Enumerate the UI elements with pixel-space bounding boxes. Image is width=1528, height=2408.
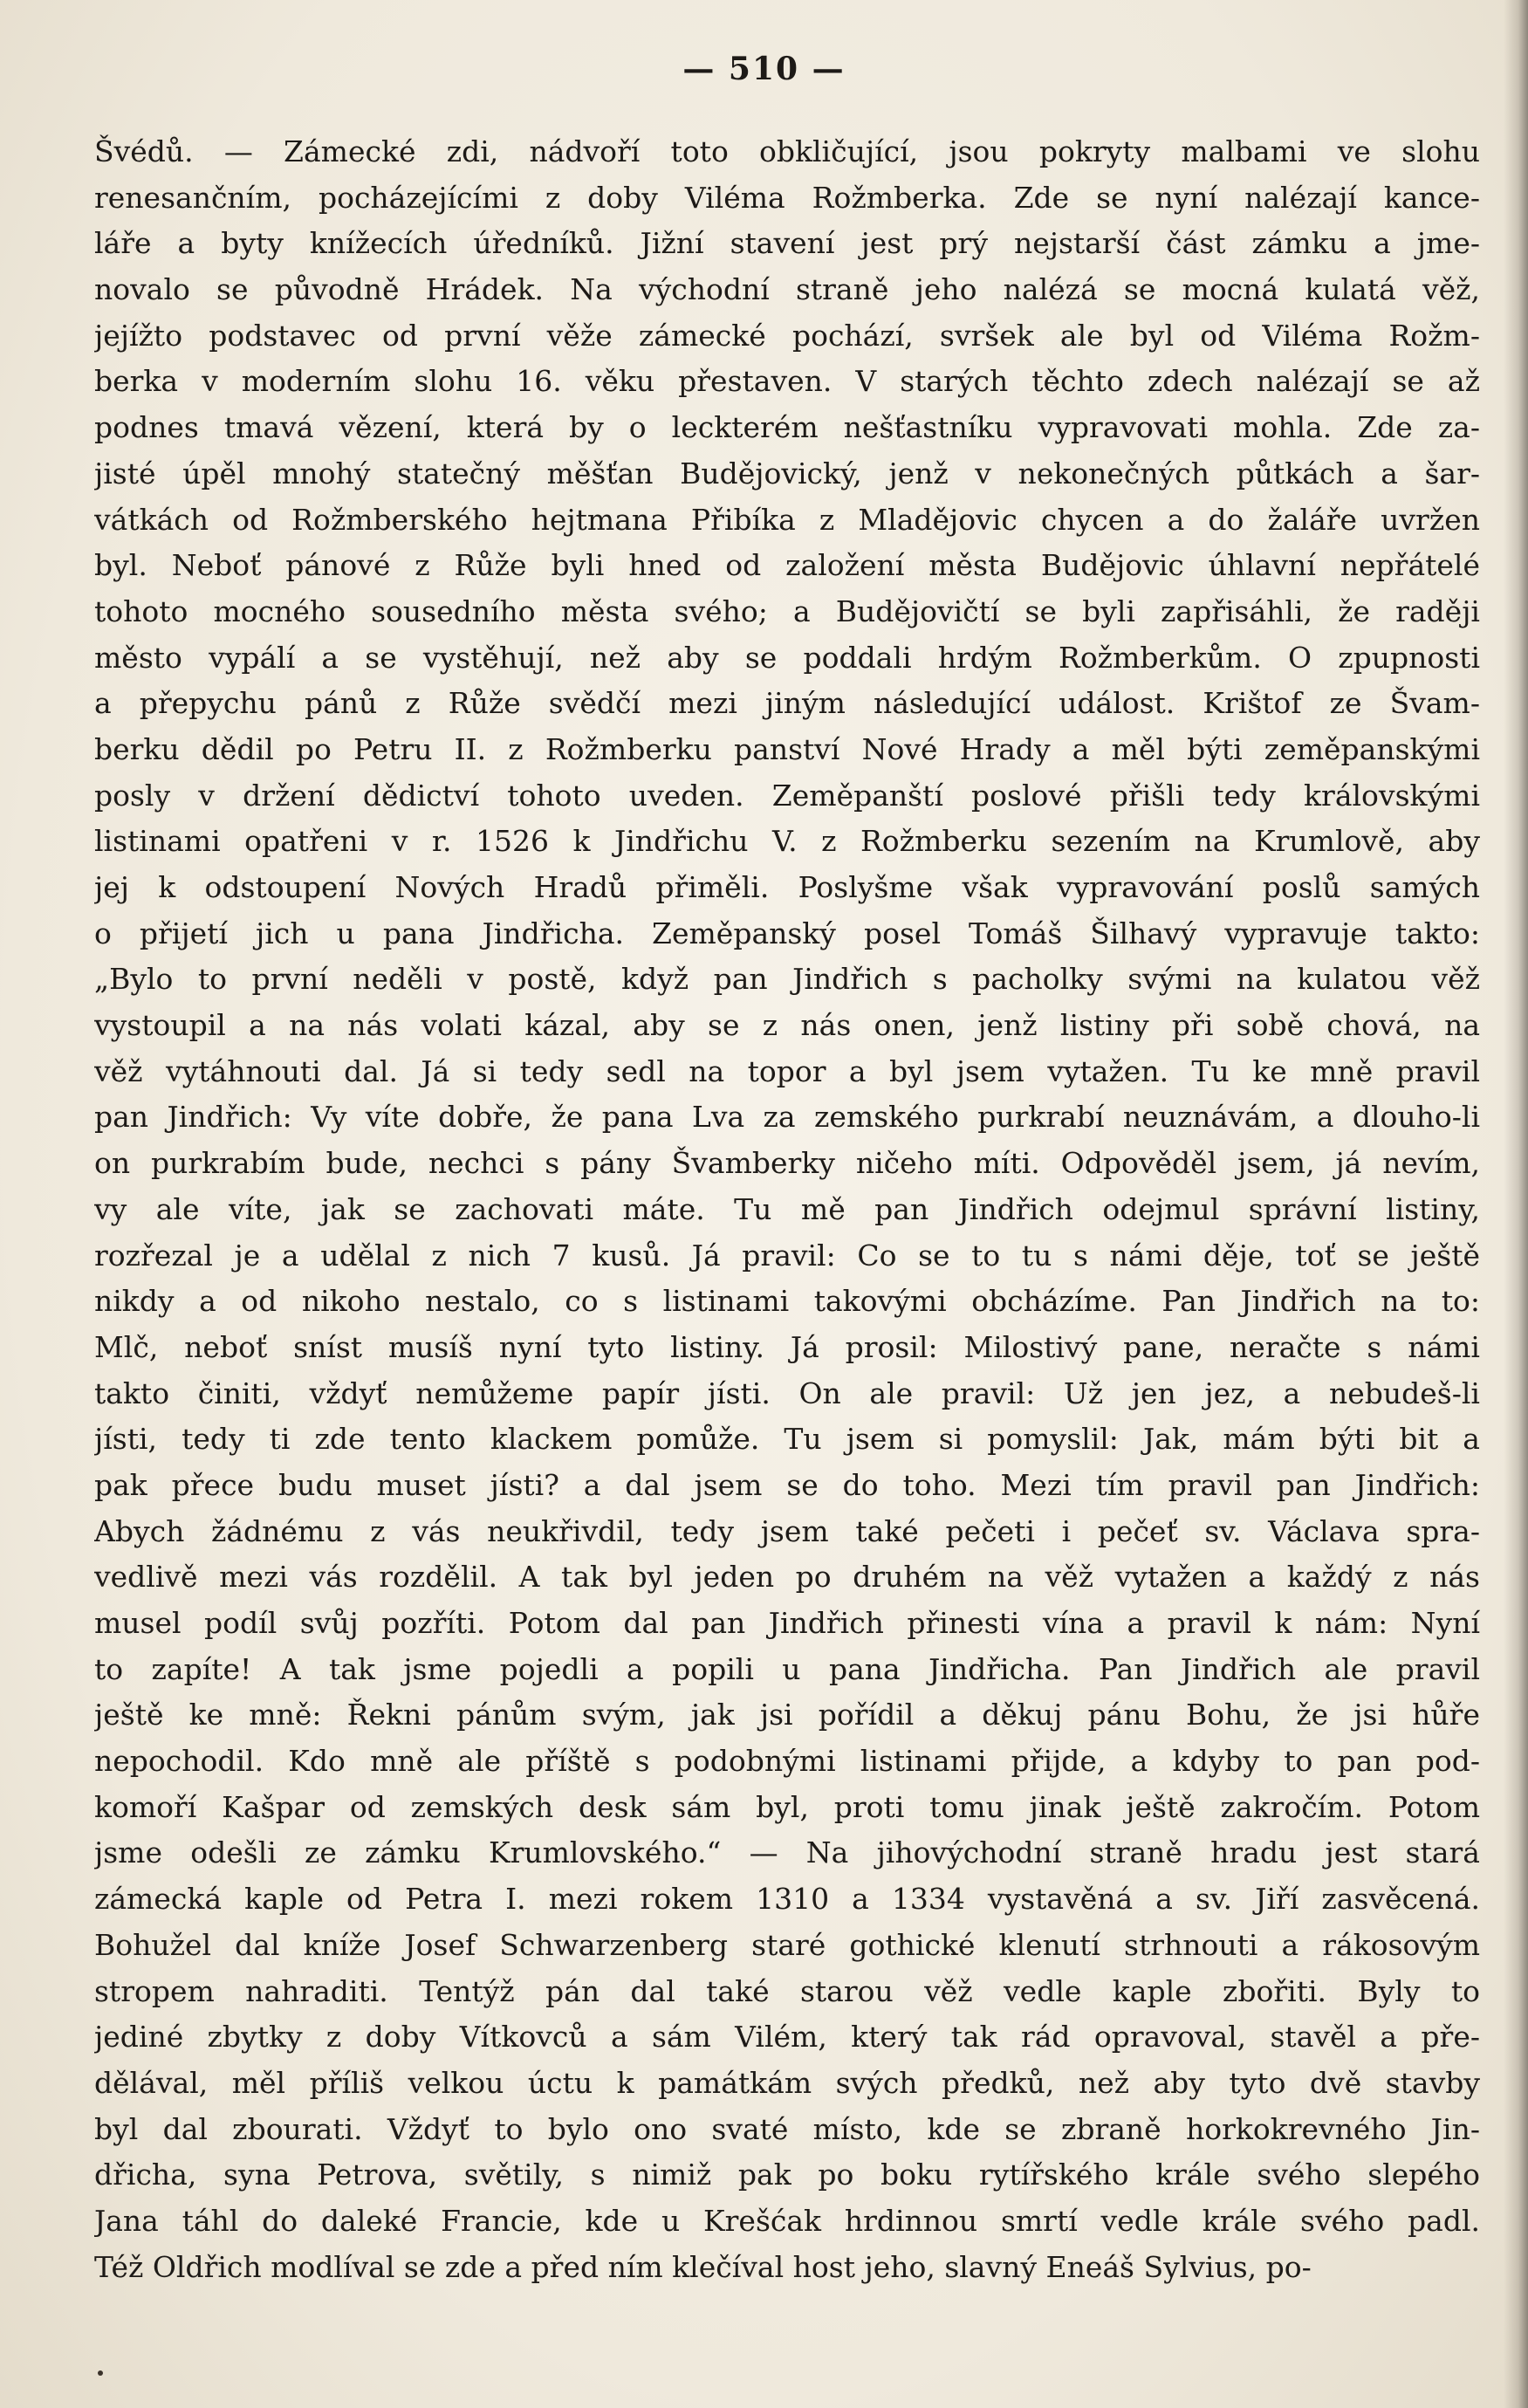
text-line: byl. Neboť pánové z Růže byli hned od založení města Budějovic úhlavní nepřátelé	[94, 548, 1480, 583]
text-line: Abych žádnému z vás neukřivdil, tedy jsem také pečeti i pečeť sv. Václava spra-	[94, 1513, 1480, 1548]
text-line: nepochodil. Kdo mně ale příště s podobnými listinami přijde, a kdyby to pan pod-	[94, 1744, 1480, 1779]
text-line: stropem nahraditi. Tentýž pán dal také starou věž vedle kaple zbořiti. Byly to	[94, 1973, 1480, 2008]
text-line: jsme odešli ze zámku Krumlovského.“ — Na jihovýchodní straně hradu jest stará	[94, 1835, 1480, 1870]
text-line: posly v držení dědictví tohoto uveden. Zeměpanští poslové přišli tedy královskými	[94, 778, 1480, 813]
text-line: věž vytáhnouti dal. Já si tedy sedl na topor a byl jsem vytažen. Tu ke mně pravil	[94, 1053, 1480, 1088]
text-line: zámecká kaple od Petra I. mezi rokem 1310 a 1334 vystavěná a sv. Jiří zasvěcená.	[94, 1882, 1480, 1917]
text-line: jediné zbytky z doby Vítkovců a sám Vilém, který tak rád opravoval, stavěl a pře-	[94, 2020, 1480, 2055]
page-edge-shadow	[1504, 0, 1528, 2408]
text-line: o přijetí jich u pana Jindřicha. Zeměpanský posel Tomáš Šilhavý vypravuje takto:	[94, 916, 1480, 950]
text-line: nikdy a od nikoho nestalo, co s listinami takovými obcházíme. Pan Jindřich na to:	[94, 1284, 1480, 1319]
text-line: Mlč, neboť sníst musíš nyní tyto listiny. Já prosil: Milostivý pane, neračte s námi	[94, 1329, 1480, 1364]
text-line: „Bylo to první neděli v postě, když pan Jindřich s pacholky svými na kulatou věž	[94, 962, 1480, 997]
text-line: berka v moderním slohu 16. věku přestaven. V starých těchto zdech nalézají se až	[94, 364, 1480, 399]
text-line: takto činiti, vždyť nemůžeme papír jísti. On ale pravil: Už jen jez, a nebudeš-li	[94, 1376, 1480, 1410]
text-line: komoří Kašpar od zemských desk sám byl, proti tomu jinak ještě zakročím. Potom	[94, 1789, 1480, 1824]
body-text	[94, 129, 1480, 2290]
text-line: pan Jindřich: Vy víte dobře, že pana Lva za zemského purkrabí neuznávám, a dlouho-li	[94, 1100, 1480, 1135]
text-line: tohoto mocného sousedního města svého; a Budějovičtí se byli zapřisáhli, že raději	[94, 593, 1480, 628]
text-line: Též Oldřich modlíval se zde a před ním klečíval host jeho, slavný Eneáš Sylvius, po-	[94, 2249, 1312, 2284]
text-line: listinami opatřeni v r. 1526 k Jindřichu V. z Rožmberku sezením na Krumlově, aby	[94, 824, 1480, 859]
text-line: vedlivě mezi vás rozdělil. A tak byl jeden po druhém na věž vytažen a každý z nás	[94, 1560, 1480, 1595]
text-line: rozřezal je a udělal z nich 7 kusů. Já pravil: Co se to tu s námi děje, toť se ještě	[94, 1238, 1480, 1273]
text-line: dělával, měl příliš velkou úctu k památkám svých předků, než aby tyto dvě stavby	[94, 2065, 1480, 2100]
text-line: jisté úpěl mnohý statečný měšťan Budějovický, jenž v nekonečných půtkách a šar-	[94, 456, 1480, 491]
text-line: musel podíl svůj pozříti. Potom dal pan Jindřich přinesti vína a pravil k nám: Nyní	[94, 1606, 1480, 1640]
text-line: ještě ke mně: Řekni pánům svým, jak jsi pořídil a děkuj pánu Bohu, že jsi hůře	[94, 1698, 1480, 1732]
text-line: byl dal zbourati. Vždyť to bylo ono svaté místo, kde se zbraně horkokrevného Jin-	[94, 2111, 1480, 2146]
text-line: novalo se původně Hrádek. Na východní straně jeho nalézá se mocná kulatá věž,	[94, 272, 1480, 307]
text-line: Švédů. — Zámecké zdi, nádvoří toto obkličující, jsou pokryty malbami ve slohu	[94, 134, 1480, 168]
ink-speck	[98, 2370, 103, 2376]
text-line: vátkách od Rožmberského hejtmana Přibíka z Mladějovic chycen a do žaláře uvržen	[94, 502, 1480, 537]
text-line: jísti, tedy ti zde tento klackem pomůže. Tu jsem si pomyslil: Jak, mám býti bit a	[94, 1422, 1480, 1457]
text-line: berku dědil po Petru II. z Rožmberku panství Nové Hrady a měl býti zeměpanskými	[94, 731, 1480, 766]
page-number: — 510 —	[682, 51, 846, 87]
text-line: pak přece budu muset jísti? a dal jsem se do toho. Mezi tím pravil pan Jindřich:	[94, 1467, 1480, 1502]
text-line: vy ale víte, jak se zachovati máte. Tu mě pan Jindřich odejmul správní listiny,	[94, 1191, 1480, 1226]
text-line: renesančním, pocházejícími z doby Viléma Rožmberka. Zde se nyní nalézají kance-	[94, 180, 1480, 215]
text-line: a přepychu pánů z Růže svědčí mezi jiným následující událost. Krištof ze Švam-	[94, 686, 1480, 721]
text-line: on purkrabím bude, nechci s pány Švamberky ničeho míti. Odpověděl jsem, já nevím,	[94, 1146, 1480, 1181]
text-line: láře a byty knížecích úředníků. Jižní stavení jest prý nejstarší část zámku a jme-	[94, 226, 1480, 261]
text-line: vystoupil a na nás volati kázal, aby se z nás onen, jenž listiny při sobě chová, na	[94, 1008, 1480, 1043]
text-line: jejížto podstavec od první věže zámecké pochází, svršek ale byl od Viléma Rožm-	[94, 318, 1480, 353]
text-line: město vypálí a se vystěhují, než aby se poddali hrdým Rožmberkům. O zpupnosti	[94, 640, 1480, 675]
text-line: dřicha, syna Petrova, světily, s nimiž pak po boku rytířského krále svého slepého	[94, 2158, 1480, 2192]
text-line: podnes tmavá vězení, která by o leckterém nešťastníku vypravovati mohla. Zde za-	[94, 410, 1480, 445]
text-line: jej k odstoupení Nových Hradů přiměli. Poslyšme však vypravování poslů samých	[94, 870, 1480, 904]
text-line: Bohužel dal kníže Josef Schwarzenberg staré gothické klenutí strhnouti a rákosovým	[94, 1927, 1480, 1962]
text-line: Jana táhl do daleké Francie, kde u Krešćak hrdinnou smrtí vedle krále svého padl.	[94, 2203, 1480, 2238]
text-line: to zapíte! A tak jsme pojedli a popili u pana Jindřicha. Pan Jindřich ale pravil	[94, 1651, 1480, 1686]
